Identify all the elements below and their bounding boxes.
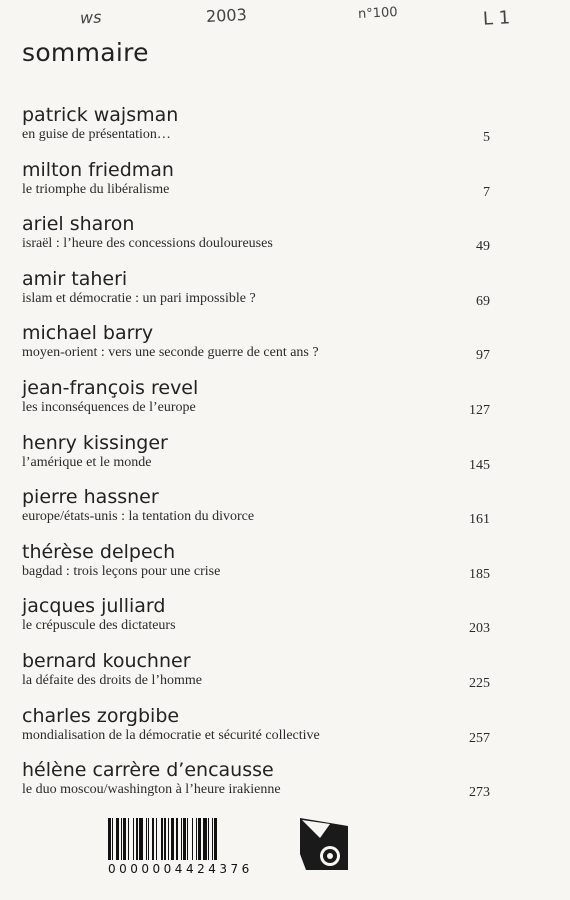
toc-page-number: 185 bbox=[469, 566, 490, 582]
toc-page-number: 97 bbox=[476, 348, 490, 364]
toc-entry bbox=[22, 541, 492, 596]
toc-page-number: 225 bbox=[469, 675, 490, 691]
handwritten-note-ws: ws bbox=[79, 7, 102, 28]
toc-subtitle: le duo moscou/washington à l’heure irakienne bbox=[22, 782, 281, 798]
handwritten-note-year: 2003 bbox=[205, 4, 248, 27]
toc-entry bbox=[22, 268, 492, 323]
toc-author: pierre hassner bbox=[22, 486, 159, 509]
toc-author: bernard kouchner bbox=[22, 649, 191, 672]
barcode-bars bbox=[108, 818, 308, 860]
toc-entry bbox=[22, 486, 492, 541]
toc-entry bbox=[22, 705, 492, 760]
barcode-bar bbox=[214, 818, 217, 860]
toc-subtitle: le triomphe du libéralisme bbox=[22, 181, 170, 197]
toc-author: henry kissinger bbox=[22, 431, 168, 454]
toc-page-number: 145 bbox=[469, 457, 490, 473]
toc-author: hélène carrère d’encausse bbox=[22, 759, 274, 782]
handwritten-note-issue: n°100 bbox=[357, 4, 398, 23]
toc-author: ariel sharon bbox=[22, 213, 135, 236]
toc-entry bbox=[22, 322, 492, 377]
toc-subtitle: la défaite des droits de l’homme bbox=[22, 672, 202, 688]
toc-page-number: 273 bbox=[469, 785, 490, 801]
toc-entry bbox=[22, 159, 492, 214]
toc-entry bbox=[22, 650, 492, 705]
publisher-logo bbox=[300, 818, 348, 870]
toc-subtitle: en guise de présentation… bbox=[22, 127, 171, 142]
handwritten-note-l1: L 1 bbox=[482, 7, 511, 30]
toc-subtitle: moyen-orient : vers une seconde guerre de cent ans ? bbox=[22, 345, 319, 361]
toc-page-number: 69 bbox=[476, 293, 490, 309]
toc-subtitle: israël : l’heure des concessions douloureuses bbox=[22, 236, 273, 252]
toc-subtitle: les inconséquences de l’europe bbox=[22, 399, 196, 415]
toc-page-number: 5 bbox=[483, 130, 490, 145]
toc-author: jacques julliard bbox=[22, 595, 166, 618]
toc-page-number: 7 bbox=[483, 184, 490, 200]
toc-entry bbox=[22, 432, 492, 487]
toc-author: michael barry bbox=[22, 322, 154, 345]
toc-page-number: 257 bbox=[469, 730, 490, 746]
toc-page-number: 49 bbox=[476, 239, 490, 255]
barcode-digits: 0000004424376 bbox=[108, 862, 253, 876]
table-of-contents bbox=[22, 104, 492, 814]
toc-author: patrick wajsman bbox=[22, 104, 179, 126]
toc-entry bbox=[22, 759, 492, 814]
toc-entry bbox=[22, 595, 492, 650]
toc-subtitle: europe/états-unis : la tentation du divorce bbox=[22, 509, 255, 525]
toc-entry bbox=[22, 104, 492, 159]
toc-entry bbox=[22, 213, 492, 268]
toc-entry bbox=[22, 377, 492, 432]
toc-subtitle: mondialisation de la démocratie et sécurité collective bbox=[22, 727, 320, 743]
toc-author: charles zorgbibe bbox=[22, 704, 180, 727]
toc-author: milton friedman bbox=[22, 158, 174, 181]
toc-page-number: 127 bbox=[469, 402, 490, 418]
toc-subtitle: l’amérique et le monde bbox=[22, 454, 152, 470]
toc-author: amir taheri bbox=[22, 267, 128, 290]
barcode bbox=[108, 818, 308, 880]
toc-subtitle: le crépuscule des dictateurs bbox=[22, 618, 176, 634]
toc-subtitle: bagdad : trois leçons pour une crise bbox=[22, 563, 221, 579]
toc-page-number: 161 bbox=[469, 512, 490, 528]
page-title: sommaire bbox=[22, 38, 149, 67]
toc-author: thérèse delpech bbox=[22, 540, 176, 563]
toc-subtitle: islam et démocratie : un pari impossible ? bbox=[22, 290, 256, 306]
toc-page-number: 203 bbox=[469, 621, 490, 637]
toc-author: jean-françois revel bbox=[22, 376, 199, 399]
